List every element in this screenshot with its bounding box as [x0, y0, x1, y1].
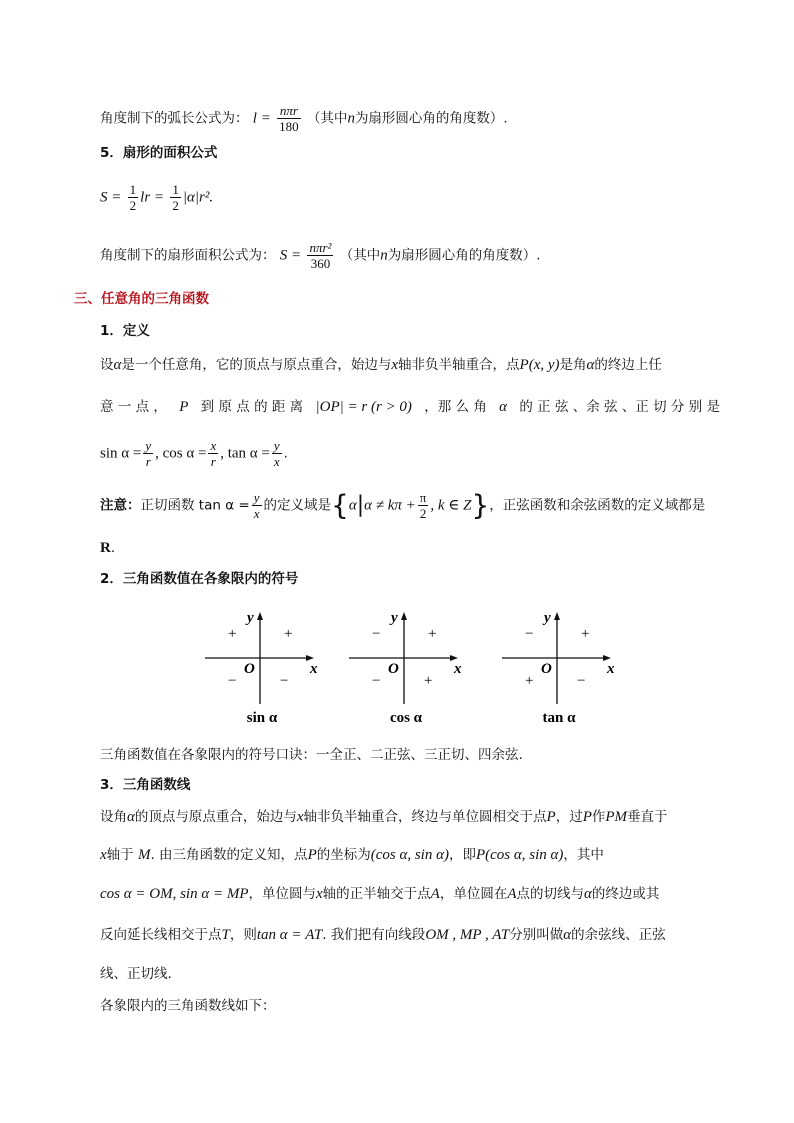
quadrant-1-sign: + [581, 626, 590, 642]
subsection-2-title: 2．三角函数值在各象限内的符号 [100, 571, 299, 587]
y-axis-arrow [554, 612, 560, 620]
sector-area-degree-fraction: $\frac{\text{nπr²}}{360}$ [309, 240, 332, 271]
origin-label: O [541, 661, 552, 677]
quadrant-4-sign: − [577, 673, 586, 689]
x-axis-label: x [454, 661, 462, 677]
arc-length-prefix: 角度制下的弧长公式为： [100, 110, 249, 127]
definition-line-1: 设α是一个任意角，它的顶点与原点重合，始边与x轴非负半轴重合，点P(x, y)是角α的终边上任 [100, 357, 662, 373]
quadrant-2-sign: − [525, 626, 534, 642]
trig-lines-line-5: 线、正切线. [100, 966, 172, 982]
trig-lines-line-2: x轴于 M. 由三角函数的定义知，点P的坐标为(cos α, sin α)，即P(cos α, sin α)，其中 [100, 847, 604, 863]
chart-caption: sin α [246, 710, 278, 726]
y-axis-arrow [401, 612, 407, 620]
section-3-title: 三、任意角的三角函数 [74, 291, 209, 307]
y-axis-arrow [257, 612, 263, 620]
quadrant-2-sign: − [372, 626, 381, 642]
quadrant-2-sign: + [228, 626, 237, 642]
origin-label: O [388, 661, 399, 677]
arc-length-lhs: l = [252, 110, 271, 127]
y-axis-label: y [247, 610, 254, 626]
x-axis-label: x [310, 661, 318, 677]
origin-label: O [244, 661, 255, 677]
sector-area-degree-line: 角度制下的扇形面积公式为： S = $\frac{\text{nπr²}}{360}$ （其中n为扇形圆心角的角度数）. [100, 240, 541, 271]
x-axis-label: x [607, 661, 615, 677]
arc-length-fraction: $\frac{\text{nπr}}{180}$ [279, 103, 299, 134]
sign-mnemonic: 三角函数值在各象限内的符号口诀：一全正、二正弦、三正切、四余弦. [100, 747, 523, 763]
chart-caption: tan α [542, 710, 576, 726]
quadrant-lines-intro: 各象限内的三角函数线如下： [100, 998, 276, 1014]
trig-lines-line-4: 反向延长线相交于点T，则tan α = AT. 我们把有向线段OM , MP , AT分别叫做α的余弦线、正弦 [100, 927, 666, 943]
quadrant-sign-charts [0, 604, 794, 744]
y-axis-label: y [391, 610, 398, 626]
quadrant-4-sign: − [280, 673, 289, 689]
quadrant-3-sign: − [372, 673, 381, 689]
quadrant-4-sign: + [424, 673, 433, 689]
note-label: 注意： [100, 497, 141, 514]
subsection-3-title: 3．三角函数线 [100, 777, 191, 793]
arc-length-degree-line: 角度制下的弧长公式为： l = $\frac{\text{nπr}}{180}$ （其中n为扇形圆心角的角度数）. [100, 103, 508, 134]
subsection-1-title: 1．定义 [100, 323, 150, 339]
arc-length-note-close: 为扇形圆心角的角度数）. [354, 110, 508, 127]
note-line: 注意：正切函数 tan α = $\frac{y}{x}$ 的定义域是{α|α ≠ kπ + $\frac{\pi}{2}$ , k ∈ Z}，正弦函数和余弦函数的定义域都是 [100, 488, 706, 522]
quadrant-1-sign: + [428, 626, 437, 642]
sector-area-frac-1: $\frac{1}{2}$ [129, 182, 137, 213]
trig-lines-line-3: cos α = OM, sin α = MP，单位圆与x轴的正半轴交于点A，单位圆在A点的切线与α的终边或其 [100, 886, 660, 902]
chart-caption: cos α [389, 710, 423, 726]
quadrant-3-sign: + [525, 673, 534, 689]
section-5-title: 5．扇形的面积公式 [100, 145, 218, 161]
arc-length-note-open: （其中 [306, 110, 348, 127]
sector-area-formula: S = $\frac{1}{2}$ lr = $\frac{1}{2}$ |α|r². [100, 182, 214, 213]
quadrant-1-sign: + [284, 626, 293, 642]
definition-line-2: 意 一 点 ， P 到 原 点 的 距 离 |OP| = r (r > 0) ，那 么 角 α 的 正 弦 、余 弦 、正 切 分 别 是 [100, 399, 720, 415]
y-axis-label: y [544, 610, 551, 626]
definition-formulas: sin α = $\frac{y}{r}$ , cos α = $\frac{x}{r}$ , tan α = $\frac{y}{x}$ . [100, 438, 288, 469]
trig-lines-line-1: 设角α的顶点与原点重合，始边与x轴非负半轴重合，终边与单位圆相交于点P，过P作PM垂直于 [100, 809, 668, 825]
quadrant-3-sign: − [228, 673, 237, 689]
sector-area-frac-2: $\frac{1}{2}$ [172, 182, 179, 213]
note-line-2: R. [100, 540, 116, 556]
